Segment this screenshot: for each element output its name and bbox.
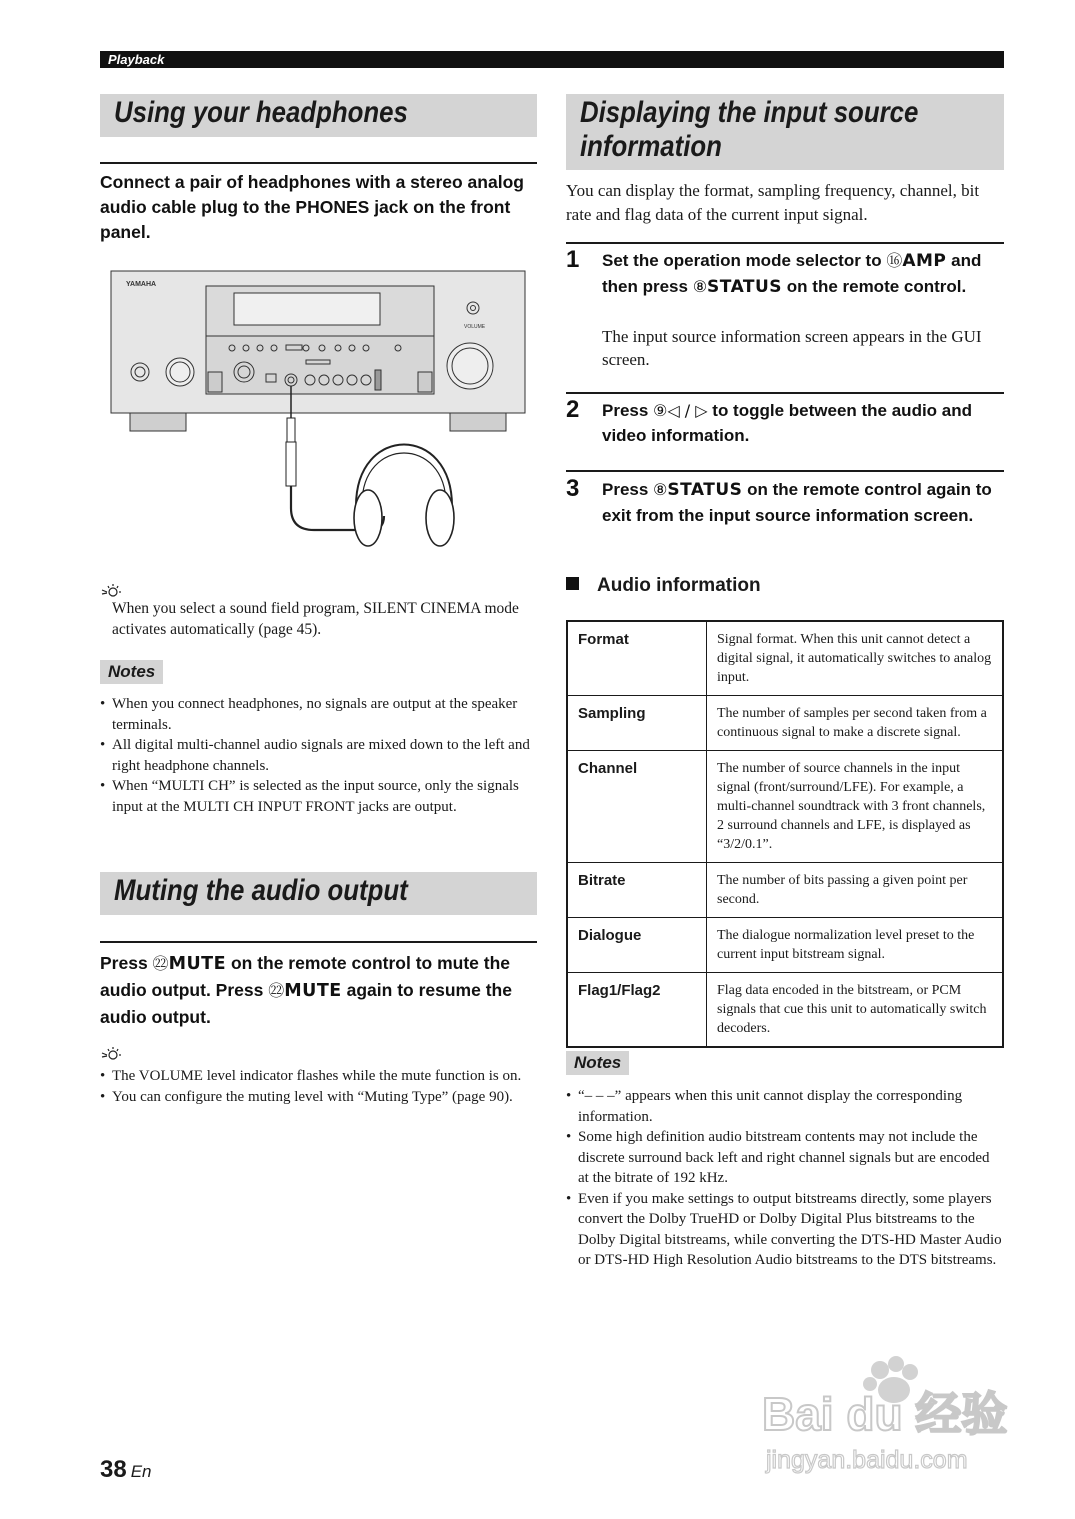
divider xyxy=(100,162,537,164)
table-key: Channel xyxy=(567,751,707,863)
remote-key-number: ⑯ xyxy=(886,251,903,270)
divider xyxy=(566,242,1004,244)
table-value: The dialogue normalization level preset to the current input bitstream signal. xyxy=(707,918,1004,973)
muting-tips xyxy=(100,1066,537,1107)
list-item: • You can configure the muting level with “Muting Type” (page 90). xyxy=(100,1087,537,1108)
step-1-result: The input source information screen appears in the GUI screen. xyxy=(602,327,982,369)
table-row xyxy=(567,696,1003,751)
table-row xyxy=(567,621,1003,696)
receiver-headphones-illustration xyxy=(108,268,538,558)
list-item: • When you connect headphones, no signals are output at the speaker terminals. xyxy=(100,694,530,735)
remote-key-number: ㉒ xyxy=(152,954,169,973)
remote-key-number: ⑧ xyxy=(653,480,668,499)
divider xyxy=(566,470,1004,472)
headphones-tip: When you select a sound field program, SILENT CINEMA mode activates automatically (page 45). xyxy=(112,600,519,638)
table-row xyxy=(567,918,1003,973)
status-key-label: STATUS xyxy=(707,277,783,297)
input-source-title: Displaying the input source information xyxy=(566,94,1004,170)
remote-key-number: ⑧ xyxy=(692,277,708,296)
headphones-title: Using your headphones xyxy=(100,94,537,137)
table-row xyxy=(567,973,1003,1048)
table-key: Sampling xyxy=(567,696,707,751)
mute-key-label: MUTE xyxy=(168,954,227,974)
audio-information-table xyxy=(566,620,1004,1048)
table-key: Bitrate xyxy=(567,863,707,918)
step-number: 1 xyxy=(566,246,580,273)
section-header-bar xyxy=(100,51,1004,68)
amp-key-label: AMP xyxy=(902,251,947,271)
step-number: 2 xyxy=(566,396,580,423)
table-row xyxy=(567,863,1003,918)
volume-label: VOLUME xyxy=(464,324,486,330)
page-number: 38 En xyxy=(100,1456,152,1483)
notes-badge: Notes xyxy=(566,1051,629,1075)
cursor-keys-icon: ◁ / ▷ xyxy=(667,401,708,420)
watermark-brand: Bai du 经验 xyxy=(762,1388,1008,1440)
table-value: The number of source channels in the input signal (front/surround/LFE). For example, a multi-channel soundtrack with 3 front channels, 2 surround channels and LFE, is displayed as “3/2/0.1”. xyxy=(707,751,1004,863)
table-key: Flag1/Flag2 xyxy=(567,973,707,1048)
muting-title: Muting the audio output xyxy=(100,872,537,915)
brand-logo-text: YAMAHA xyxy=(126,281,157,288)
step-3-text: Press ⑧STATUS on the remote control again to exit from the input source information screen. xyxy=(602,480,992,525)
baidu-watermark xyxy=(760,1350,1020,1480)
list-item: • Even if you make settings to output bitstreams directly, some players convert the Dolby TrueHD or Dolby Digital Plus bitstreams to the Dolby Digital bitstreams, while converting the DTS-HD Master Audio or DTS-HD High Resolution Audio bitstreams to the DTS bitstreams. xyxy=(566,1189,1004,1271)
remote-key-number: ⑨ xyxy=(653,401,668,420)
step-1-text: Set the operation mode selector to ⑯AMP and then press ⑧STATUS on the remote control. xyxy=(602,251,982,297)
table-value: The number of samples per second taken from a continuous signal to make a discrete signal. xyxy=(707,696,1004,751)
table-value: Flag data encoded in the bitstream, or PCM signals that cue this unit to automatically switch decoders. xyxy=(707,973,1004,1048)
table-value: Signal format. When this unit cannot detect a digital signal, it automatically switches to analog input. xyxy=(707,621,1004,696)
list-item: • All digital multi-channel audio signals are mixed down to the left and right headphone channels. xyxy=(100,735,530,776)
table-key: Format xyxy=(567,621,707,696)
table-row xyxy=(567,751,1003,863)
table-key: Dialogue xyxy=(567,918,707,973)
divider xyxy=(100,941,537,943)
square-bullet-icon xyxy=(566,577,579,590)
tip-icon xyxy=(100,1045,122,1063)
audio-information-heading: Audio information xyxy=(566,574,761,598)
audio-notes xyxy=(566,1086,1004,1271)
remote-key-number: ㉒ xyxy=(268,981,285,1000)
headphones-lead: Connect a pair of headphones with a stereo analog audio cable plug to the PHONES jack on the front panel. xyxy=(100,172,524,242)
list-item: • The VOLUME level indicator flashes while the mute function is on. xyxy=(100,1066,537,1087)
step-number: 3 xyxy=(566,475,580,502)
muting-lead: Press ㉒MUTE on the remote control to mute the audio output. Press ㉒MUTE again to resume the audio output. xyxy=(100,953,512,1027)
watermark-url: jingyan.baidu.com xyxy=(766,1446,968,1474)
list-item: • When “MULTI CH” is selected as the input source, only the signals input at the MULTI CH INPUT FRONT jacks are output. xyxy=(100,776,530,817)
input-source-intro: You can display the format, sampling frequency, channel, bit rate and flag data of the current input signal. xyxy=(566,181,980,224)
divider xyxy=(566,392,1004,394)
list-item: • “– – –” appears when this unit cannot display the corresponding information. xyxy=(566,1086,1004,1127)
headphones-notes xyxy=(100,694,530,817)
mute-key-label: MUTE xyxy=(284,981,342,1001)
section-label: Playback xyxy=(108,52,165,67)
list-item: • Some high definition audio bitstream contents may not include the discrete surround back left and right channel signals but are encoded at the bitrate of 192 kHz. xyxy=(566,1127,1004,1189)
status-key-label: STATUS xyxy=(667,480,743,500)
table-value: The number of bits passing a given point per second. xyxy=(707,863,1004,918)
step-2-text: Press ⑨◁ / ▷ to toggle between the audio and video information. xyxy=(602,401,973,445)
notes-badge: Notes xyxy=(100,660,163,684)
